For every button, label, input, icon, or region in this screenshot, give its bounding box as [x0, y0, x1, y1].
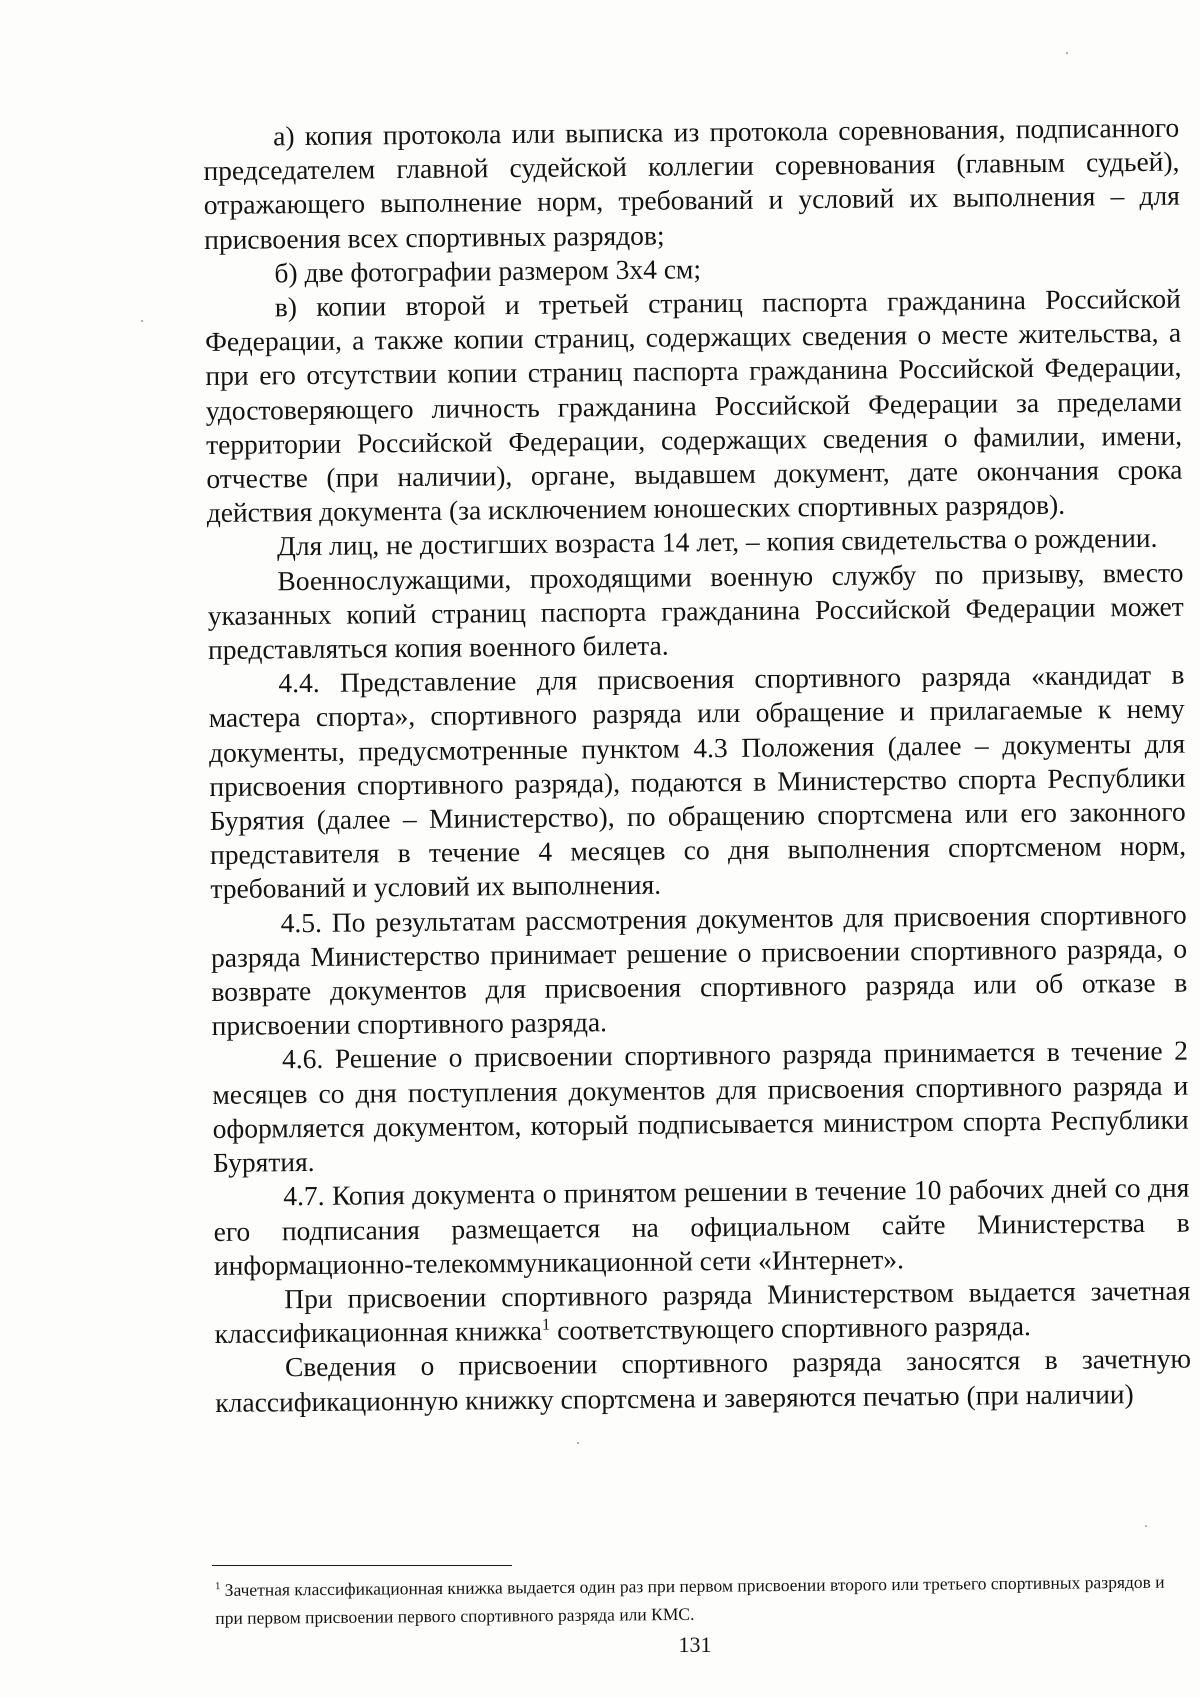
- document-body: [203, 111, 1191, 1420]
- scan-speck: [577, 1442, 579, 1444]
- paragraph-4-4: 4.4. Представление для присвоения спортивного разряда «кандидат в мастера спорта», спортивного разряда или обращение и прилагаемые к нему документы, предусмотренные пунктом 4.3 Положения (далее – документы для присвоения спортивного разряда), подаются в Министерство спорта Республики Бурятия (далее – Министерство), по обращению спортсмена или его законного представителя в течение 4 месяцев со дня выполнения спортсменом норм, требований и условий их выполнения.: [208, 658, 1187, 905]
- award-text-after: соответствующего спортивного разряда.: [550, 1310, 1031, 1346]
- paragraph-military: Военнослужащими, проходящими военную службу по призыву, вместо указанных копий страниц паспорта гражданина Российской Федерации может представляться копия военного билета.: [207, 556, 1184, 666]
- paragraph-award-book: [214, 1273, 1191, 1351]
- footnote-reference[interactable]: 1: [541, 1314, 551, 1334]
- paragraph-4-7: 4.7. Копия документа о принятом решении в течение 10 рабочих дней со дня его подписания размещается на официальном сайте Министерства в информационно-телекоммуникационной сети «Интернет».: [213, 1171, 1190, 1281]
- scan-speck: [141, 320, 143, 322]
- scan-speck: [1145, 1525, 1147, 1527]
- footnote-marker: 1: [215, 1581, 221, 1593]
- paragraph-records: Сведения о присвоении спортивного разряда заносятся в зачетную классификационную книжку спортсмена и заверяются печатью (при наличии): [215, 1342, 1192, 1418]
- paragraph-under-14: Для лиц, не достигших возраста 14 лет, – копия свидетельства о рождении.: [276, 522, 1158, 562]
- paragraph-v: в) копии второй и третьей страниц паспорта гражданина Российской Федерации, а также копии страниц, содержащих сведения о месте жительства, а при его отсутствии копии страниц паспорта гражданина Российской Федерации, удостоверяющего личность гражданина Российской Федерации за пределами территории Российской Федерации, содержащих сведения о фамилии, имени, отчестве (при наличии), органе, выдавшем документ, дате окончания срока действия документа (за исключением юношеских спортивных разрядов).: [204, 282, 1183, 529]
- footnote: [215, 1568, 1175, 1632]
- footnote-divider: [212, 1565, 512, 1566]
- footnote-text: Зачетная классификационная книжка выдается один раз при первом присвоении второго или третьего спортивных разрядов и при первом присвоении первого спортивного разряда или КМС.: [215, 1571, 1165, 1628]
- page-number: 131: [678, 1632, 712, 1657]
- paragraph-a: а) копия протокола или выписка из протокола соревнования, подписанного председателем главной судейской коллегии соревнования (главным судьей), отражающего выполнение норм, требований и условий их выполнения – для присвоения всех спортивных разрядов;: [203, 111, 1180, 255]
- paragraph-4-5: 4.5. По результатам рассмотрения документов для присвоения спортивного разряда Министерство принимает решение о присвоении спортивного разряда, о возврате документов для присвоения спортивного разряда или об отказе в присвоении спортивного разряда.: [210, 898, 1188, 1042]
- paragraph-b: б) две фотографии размером 3х4 см;: [274, 253, 702, 289]
- scan-speck: [1066, 52, 1068, 54]
- award-text-before: При присвоении спортивного разряда Министерством выдается зачетная классификационная книжка: [214, 1274, 1191, 1350]
- paragraph-4-6: 4.6. Решение о присвоении спортивного разряда принимается в течение 2 месяцев со дня поступления документов для присвоения спортивного разряда и оформляется документом, который подписывается министром спорта Республики Бурятия.: [212, 1035, 1189, 1179]
